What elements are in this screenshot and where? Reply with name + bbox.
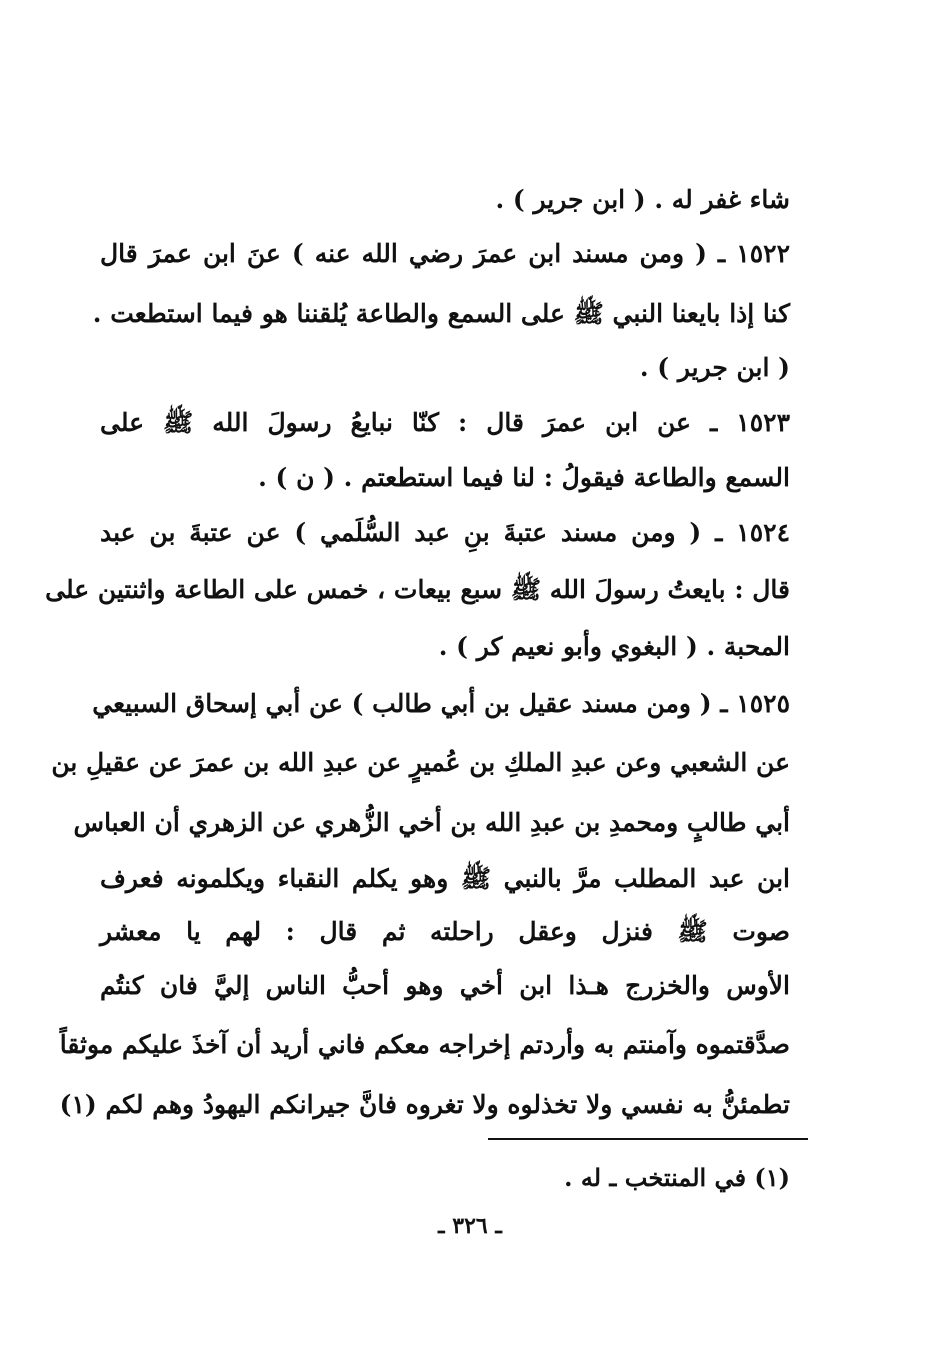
footnote-divider xyxy=(488,1138,808,1140)
text-line-11: عن الشعبي وعن عبدِ الملكِ بن عُميرٍ عن عبدِ الله بن عمرَ عن عقيلِ بن xyxy=(51,748,790,777)
text-line-15: الأوس والخزرج هـذا ابن أخي وهو أحبُّ الناس إليَّ فان كنتُم xyxy=(100,971,790,1000)
text-line-17: تطمئنُّ به نفسي ولا تخذلوه ولا تغروه فانَّ جيرانكم اليهودُ وهم لكم (١) xyxy=(59,1090,790,1119)
text-line-9: المحبة . ( البغوي وأبو نعيم كر ) . xyxy=(438,632,790,661)
page-number: ـ ٣٢٦ ـ xyxy=(438,1213,502,1239)
text-line-5: ١٥٢٣ ـ عن ابن عمرَ قال : كنّا نبايعُ رسولَ الله ﷺ على xyxy=(100,408,790,437)
text-line-4: ( ابن جرير ) . xyxy=(639,353,790,382)
text-line-1: شاء غفر له . ( ابن جرير ) . xyxy=(495,185,790,214)
text-line-16: صدَّقتموه وآمنتم به وأردتم إخراجه معكم فاني أريد أن آخذَ عليكم موثقاً xyxy=(59,1030,790,1059)
text-line-6: السمع والطاعة فيقولُ : لنا فيما استطعتم . ( ن ) . xyxy=(258,463,790,492)
text-line-13: ابن عبد المطلب مرَّ بالنبي ﷺ وهو يكلم النقباء ويكلمونه فعرف xyxy=(100,864,790,893)
footnote: (١) في المنتخب ـ له . xyxy=(564,1163,790,1192)
text-line-12: أبي طالبٍ ومحمدِ بن عبدِ الله بن أخي الزُّهري عن الزهري أن العباس xyxy=(73,808,790,837)
text-line-3: كنا إذا بايعنا النبي ﷺ على السمع والطاعة يُلقننا هو فيما استطعت . xyxy=(92,299,790,328)
text-line-2: ١٥٢٢ ـ ( ومن مسند ابن عمرَ رضي الله عنه ) عنَ ابن عمرَ قال xyxy=(100,239,790,268)
text-line-8: قال : بايعتُ رسولَ الله ﷺ سبع بيعات ، خمس على الطاعة واثنتين على xyxy=(45,575,790,604)
text-line-14: صوت ﷺ فنزل وعقل راحلته ثم قال : لهم يا معشر xyxy=(100,917,790,946)
text-line-10: ١٥٢٥ ـ ( ومن مسند عقيل بن أبي طالب ) عن أبي إسحاق السبيعي xyxy=(92,689,790,718)
text-line-7: ١٥٢٤ ـ ( ومن مسند عتبةَ بنِ عبد السُّلَمي ) عن عتبةَ بن عبد xyxy=(100,518,790,547)
